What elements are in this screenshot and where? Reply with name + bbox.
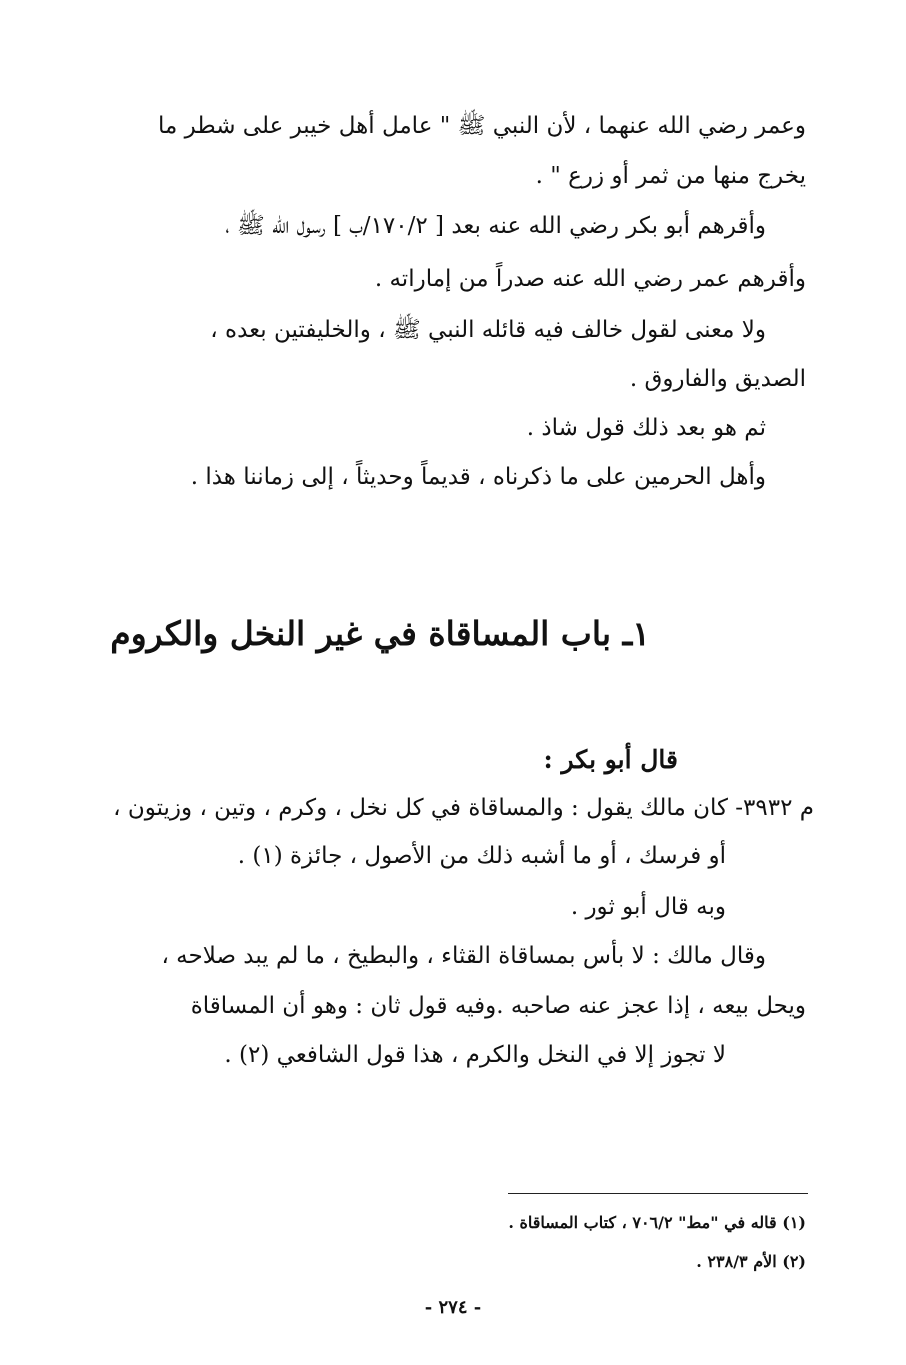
body-line: ثم هو بعد ذلك قول شاذ . [526, 415, 766, 441]
body-line: الصديق والفاروق . [629, 366, 806, 392]
page-number: - ٢٧٤ - [424, 1297, 482, 1318]
section-heading: ١ـ باب المساقاة في غير النخل والكروم [110, 614, 650, 653]
body-line: ولا معنى لقول خالف فيه قائله النبي ﷺ ، والخليفتين بعده ، [210, 317, 766, 343]
body-line: وأهل الحرمين على ما ذكرناه ، قديماً وحديثاً ، إلى زماننا هذا . [190, 464, 766, 490]
speaker-line: قال أبو بكر : [543, 745, 678, 774]
body-line: وعمر رضي الله عنهما ، لأن النبي ﷺ " عامل أهل خيبر على شطر ما [158, 113, 806, 139]
body-line: وأقرهم عمر رضي الله عنه صدراً من إماراته . [374, 266, 806, 292]
section-line: لا تجوز إلا في النخل والكرم ، هذا قول الشافعي (٢) . [224, 1042, 726, 1068]
footnote: (٢) الأم ٢٣٨/٣ . [696, 1252, 806, 1271]
section-line: وقال مالك : لا بأس بمساقاة القثاء ، والبطيخ ، ما لم يبد صلاحه ، [161, 943, 766, 969]
footnote: (١) قاله في "مط" ٧٠٦/٢ ، كتاب المساقاة . [508, 1213, 806, 1232]
section-line: ويحل بيعه ، إذا عجز عنه صاحبه .وفيه قول ثان : وهو أن المساقاة [190, 993, 806, 1019]
body-line: وأقرهم أبو بكر رضي الله عنه بعد [ ١٧٠/٢/ب ] رسول الله ﷺ ، [225, 213, 766, 239]
section-line: وبه قال أبو ثور . [570, 894, 726, 920]
section-line: م ٣٩٣٢- كان مالك يقول : والمساقاة في كل نخل ، وكرم ، وتين ، وزيتون ، [113, 795, 814, 821]
body-line: يخرج منها من ثمر أو زرع " . [535, 163, 806, 189]
footnote-separator [508, 1193, 808, 1194]
section-line: أو فرسك ، أو ما أشبه ذلك من الأصول ، جائزة (١) . [237, 843, 726, 869]
